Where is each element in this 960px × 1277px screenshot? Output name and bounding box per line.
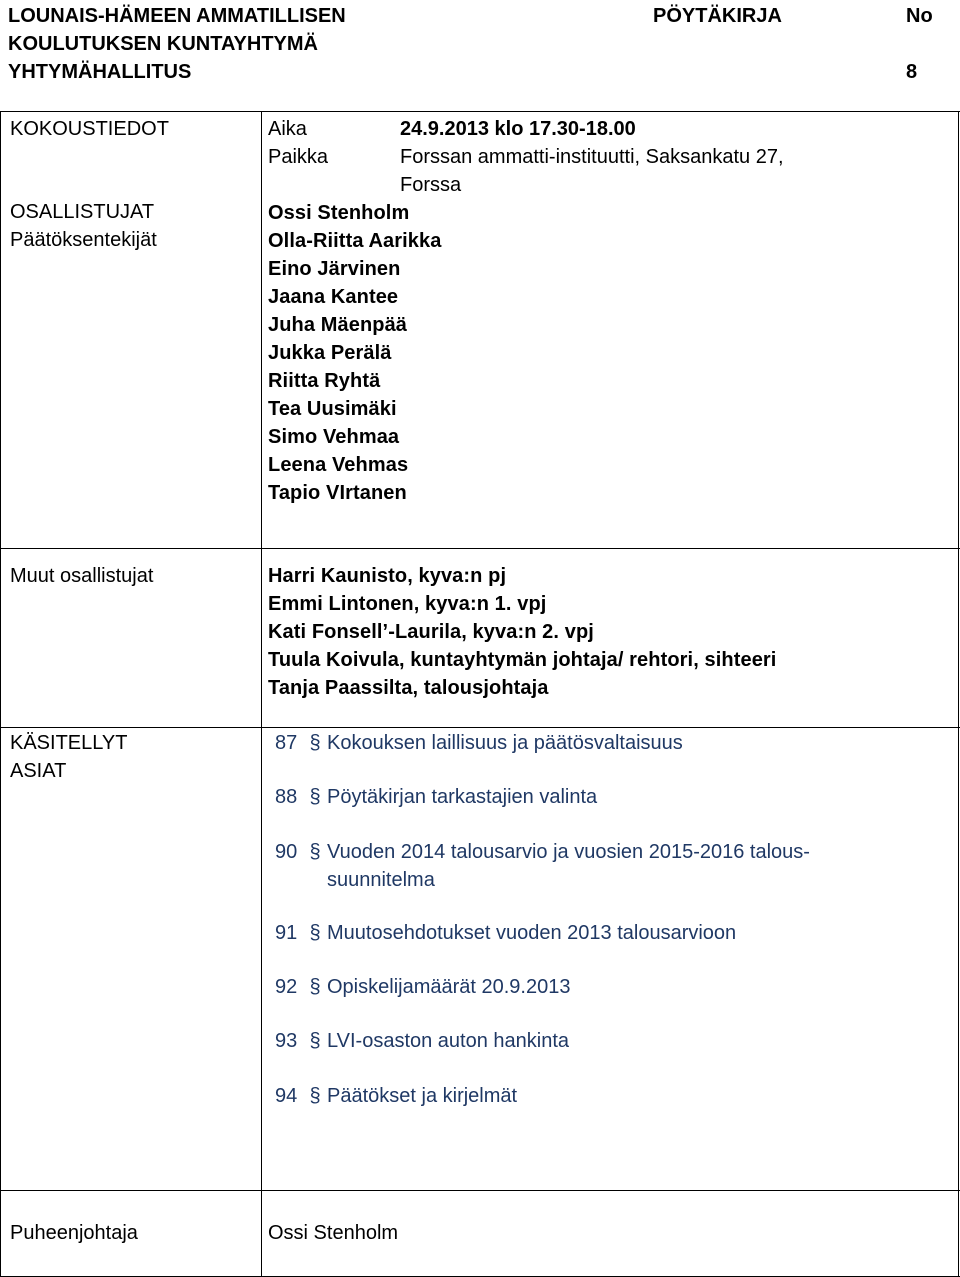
agenda-item — [275, 919, 736, 947]
time-value: 24.9.2013 klo 17.30-18.00 — [400, 118, 636, 140]
column-divider — [261, 111, 262, 1277]
agenda-item-title-continuation: suunnitelma — [327, 869, 435, 891]
other-participant-item: Tuula Koivula, kuntayhtymän johtaja/ rehtori, sihteeri — [268, 649, 777, 671]
place-value — [400, 143, 784, 199]
agenda-item-number: 88 — [275, 786, 298, 808]
other-participant-item: Tanja Paassilta, talousjohtaja — [268, 677, 549, 699]
participants-label — [10, 198, 157, 254]
section-sign: § — [309, 922, 321, 944]
agenda-label-line2: ASIAT — [10, 760, 67, 782]
place-line2: Forssa — [400, 174, 462, 196]
document-type: PÖYTÄKIRJA — [653, 5, 782, 27]
agenda-item — [275, 973, 570, 1001]
section-sign: § — [309, 732, 321, 754]
section-sign: § — [309, 1030, 321, 1052]
member-item: Jaana Kantee — [268, 286, 399, 308]
agenda-label — [10, 729, 127, 785]
section-sign: § — [309, 841, 321, 863]
agenda-item-title: Vuoden 2014 talousarvio ja vuosien 2015-2016 talous- — [327, 841, 810, 863]
number-value: 8 — [906, 61, 918, 83]
organization-header — [8, 3, 346, 87]
time-label: Aika — [268, 118, 307, 140]
agenda-item-title: Päätökset ja kirjelmät — [327, 1085, 518, 1107]
chair-name: Ossi Stenholm — [268, 1222, 399, 1244]
section-sign: § — [309, 786, 321, 808]
agenda-item — [275, 1082, 517, 1110]
section-sign: § — [309, 1085, 321, 1107]
member-item: Eino Järvinen — [268, 258, 401, 280]
agenda-item-number: 87 — [275, 732, 298, 754]
member-item: Olla-Riitta Aarikka — [268, 230, 442, 252]
agenda-item-title: Muutosehdotukset vuoden 2013 talousarvioon — [327, 922, 737, 944]
member-item: Riitta Ryhtä — [268, 370, 381, 392]
agenda-item — [275, 783, 597, 811]
org-name-line2: KOULUTUKSEN KUNTAYHTYMÄ — [8, 33, 318, 55]
agenda-item-number: 93 — [275, 1030, 298, 1052]
place-line1: Forssan ammatti-instituutti, Saksankatu 27, — [400, 146, 784, 168]
other-participant-item: Emmi Lintonen, kyva:n 1. vpj — [268, 593, 547, 615]
agenda-item-title: Opiskelijamäärät 20.9.2013 — [327, 976, 571, 998]
decision-makers-list — [268, 199, 441, 507]
section-sign: § — [309, 976, 321, 998]
agenda-item-number: 91 — [275, 922, 298, 944]
member-item: Tea Uusimäki — [268, 398, 397, 420]
agenda-item — [275, 1027, 569, 1055]
member-item: Juha Mäenpää — [268, 314, 408, 336]
table-top-border — [0, 111, 960, 112]
agenda-label-line1: KÄSITELLYT — [10, 732, 128, 754]
row-divider-chair — [0, 1190, 960, 1191]
table-left-border — [0, 111, 1, 1277]
other-participant-item: Harri Kaunisto, kyva:n pj — [268, 565, 507, 587]
other-participants-list — [268, 562, 776, 702]
member-item: Simo Vehmaa — [268, 426, 400, 448]
row-divider-agenda — [0, 727, 960, 728]
agenda-item — [275, 838, 810, 891]
member-item: Tapio VIrtanen — [268, 482, 407, 504]
chair-label: Puheenjohtaja — [10, 1222, 138, 1244]
meeting-section-label: KOKOUSTIEDOT — [10, 118, 169, 140]
agenda-item-number: 92 — [275, 976, 298, 998]
org-name-line1: LOUNAIS-HÄMEEN AMMATILLISEN — [8, 5, 346, 27]
agenda-item-number: 94 — [275, 1085, 298, 1107]
table-right-border — [958, 111, 959, 1277]
number-label: No — [906, 5, 933, 27]
agenda-item-title: Pöytäkirjan tarkastajien valinta — [327, 786, 598, 808]
member-item: Jukka Perälä — [268, 342, 392, 364]
member-item: Leena Vehmas — [268, 454, 409, 476]
participants-label-line2: Päätöksentekijät — [10, 229, 157, 251]
agenda-item-title: Kokouksen laillisuus ja päätösvaltaisuus — [327, 732, 683, 754]
participants-label-line1: OSALLISTUJAT — [10, 201, 155, 223]
others-label: Muut osallistujat — [10, 565, 154, 587]
agenda-item-title: LVI-osaston auton hankinta — [327, 1030, 570, 1052]
place-label: Paikka — [268, 146, 329, 168]
agenda-item — [275, 729, 683, 757]
row-divider-others — [0, 548, 960, 549]
agenda-item-number: 90 — [275, 841, 298, 863]
other-participant-item: Kati Fonsell’-Laurila, kyva:n 2. vpj — [268, 621, 594, 643]
member-item: Ossi Stenholm — [268, 202, 410, 224]
org-body: YHTYMÄHALLITUS — [8, 61, 192, 83]
